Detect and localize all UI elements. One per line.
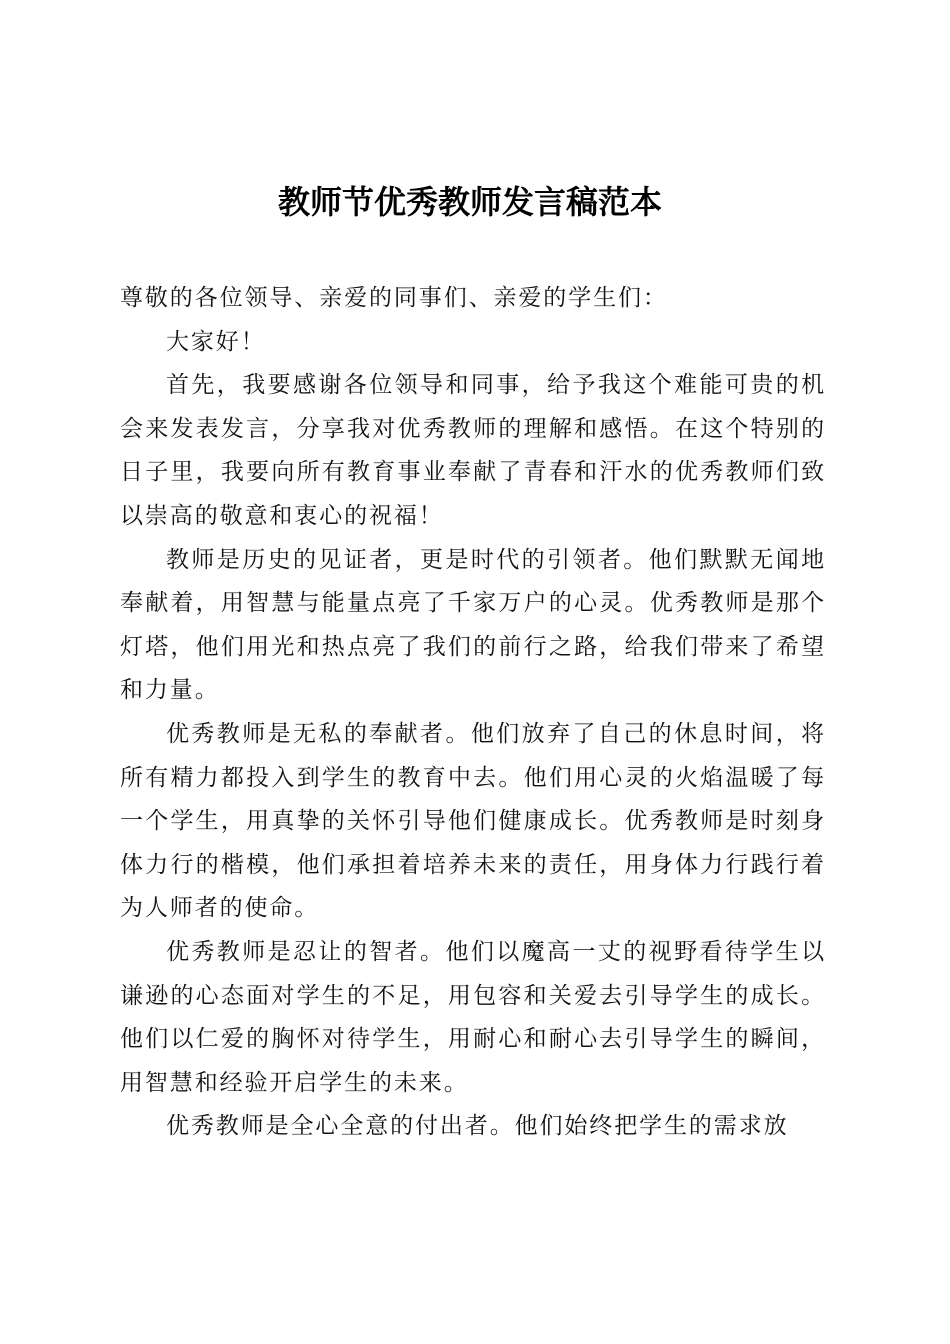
paragraph: 优秀教师是忍让的智者。他们以魔高一丈的视野看待学生以谦逊的心态面对学生的不足，用包容和关爱去引导学生的成长。他们以仁爱的胸怀对待学生，用耐心和耐心去引导学生的瞬间，用智慧和经验开启学生的未来。 bbox=[120, 938, 826, 1096]
document-body bbox=[120, 277, 826, 1149]
document-title: 教师节优秀教师发言稿范本 bbox=[277, 183, 662, 221]
paragraph-greeting: 大家好！ bbox=[166, 328, 266, 355]
paragraph: 优秀教师是无私的奉献者。他们放弃了自己的休息时间，将所有精力都投入到学生的教育中去。他们用心灵的火焰温暖了每一个学生，用真挚的关怀引导他们健康成长。优秀教师是时刻身体力行的楷模，他们承担着培养未来的责任，用身体力行践行着为人师者的使命。 bbox=[120, 720, 826, 922]
paragraph: 教师是历史的见证者，更是时代的引领者。他们默默无闻地奉献着，用智慧与能量点亮了千家万户的心灵。优秀教师是那个灯塔，他们用光和热点亮了我们的前行之路，给我们带来了希望和力量。 bbox=[120, 546, 826, 704]
paragraph: 首先，我要感谢各位领导和同事，给予我这个难能可贵的机会来发表发言，分享我对优秀教师的理解和感悟。在这个特别的日子里，我要向所有教育事业奉献了青春和汗水的优秀教师们致以崇高的敬意和衷心的祝福！ bbox=[120, 372, 826, 529]
paragraph: 优秀教师是全心全意的付出者。他们始终把学生的需求放 bbox=[166, 1113, 789, 1140]
salutation: 尊敬的各位领导、亲爱的同事们、亲爱的学生们： bbox=[120, 285, 668, 311]
